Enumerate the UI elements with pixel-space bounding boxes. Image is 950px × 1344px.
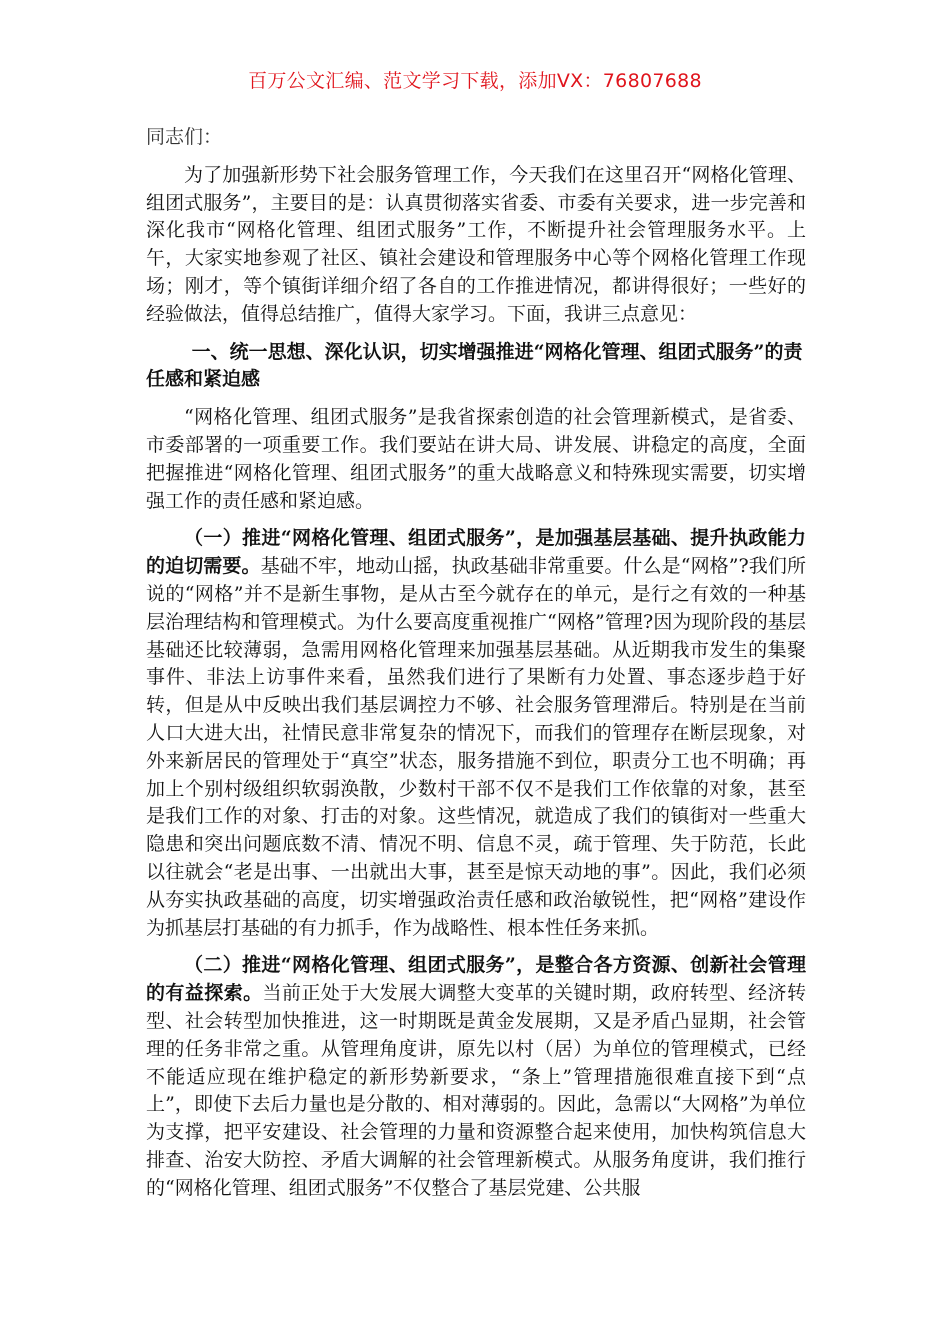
- subsection-1-lead: （一）推进“网格化管理、组团式服务”，是加强基层基础、提升执政能力的迫切需要。: [146, 527, 806, 578]
- subsection-1-body: 基础不牢，地动山摇，执政基础非常重要。什么是“网格”?我们所说的“网格”并不是新生事物，是从古至今就存在的单元，是行之有效的一种基层治理结构和管理模式。为什么要高度重视推广“网格”管理?因为现阶段的基层基础还比较薄弱，急需用网格化管理来加强基层基础。从近期我市发生的集聚事件、非法上访事件来看，虽然我们进行了果断有力处置、事态逐步趋于好转，但是从中反映出我们基层调控力不够、社会服务管理滞后。特别是在当前人口大进大出，社情民意非常复杂的情况下，而我们的管理存在断层现象，对外来新居民的管理处于“真空”状态，服务措施不到位，职责分工也不明确；再加上个别村级组织软弱涣散，少数村干部不仅不是我们工作依靠的对象，甚至是我们工作的对象、打击的对象。这些情况，就造成了我们的镇街对一些重大隐患和突出问题底数不清、情况不明、信息不灵，疏于管理、失于防范，长此以往就会“老是出事、一出就出大事，甚至是惊天动地的事”。因此，我们必须从夯实执政基础的高度，切实增强政治责任感和政治敏锐性，把“网格”建设作为抓基层打基础的有力抓手，作为战略性、根本性任务来抓。: [146, 555, 806, 939]
- subsection-2-lead: （二）推进“网格化管理、组团式服务”，是整合各方资源、创新社会管理的有益探索。: [146, 954, 806, 1005]
- section-1-paragraph: “网格化管理、组团式服务”是我省探索创造的社会管理新模式，是省委、市委部署的一项重要工作。我们要站在讲大局、讲发展、讲稳定的高度，全面把握推进“网格化管理、组团式服务”的重大战略意义和特殊现实需要，切实增强工作的责任感和紧迫感。: [146, 406, 806, 512]
- subsection-2-body: 当前正处于大发展大调整大变革的关键时期，政府转型、经济转型、社会转型加快推进，这一时期既是黄金发展期，又是矛盾凸显期，社会管理的任务非常之重。从管理角度讲，原先以村（居）为单位的管理模式，已经不能适应现在维护稳定的新形势新要求，“条上”管理措施很难直接下到“点上”，即使下去后力量也是分散的、相对薄弱的。因此，急需以“大网格”为单位为支撑，把平安建设、社会管理的力量和资源整合起来使用，加快构筑信息大排查、治安大防控、矛盾大调解的社会管理新模式。从服务角度讲，我们推行的“网格化管理、组团式服务”不仅整合了基层党建、公共服: [146, 982, 806, 1199]
- greeting: 同志们：: [146, 126, 223, 148]
- intro-paragraph: 为了加强新形势下社会服务管理工作，今天我们在这里召开“网格化管理、组团式服务”，主要目的是：认真贯彻落实省委、市委有关要求，进一步完善和深化我市“网格化管理、组团式服务”工作，不断提升社会管理服务水平。上午，大家实地参观了社区、镇社会建设和管理服务中心等个网格化管理工作现场；刚才，等个镇街详细介绍了各自的工作推进情况，都讲得很好；一些好的经验做法，值得总结推广，值得大家学习。下面，我讲三点意见：: [146, 163, 806, 325]
- document-body: [146, 124, 806, 1212]
- subsection-2-paragraph: [146, 952, 806, 1202]
- subsection-1-paragraph: [146, 525, 806, 942]
- watermark-banner: 百万公文汇编、范文学习下载，添加VX：76807688: [248, 70, 702, 92]
- section-1-heading: 一、统一思想、深化认识，切实增强推进“网格化管理、组团式服务”的责任感和紧迫感: [146, 340, 803, 391]
